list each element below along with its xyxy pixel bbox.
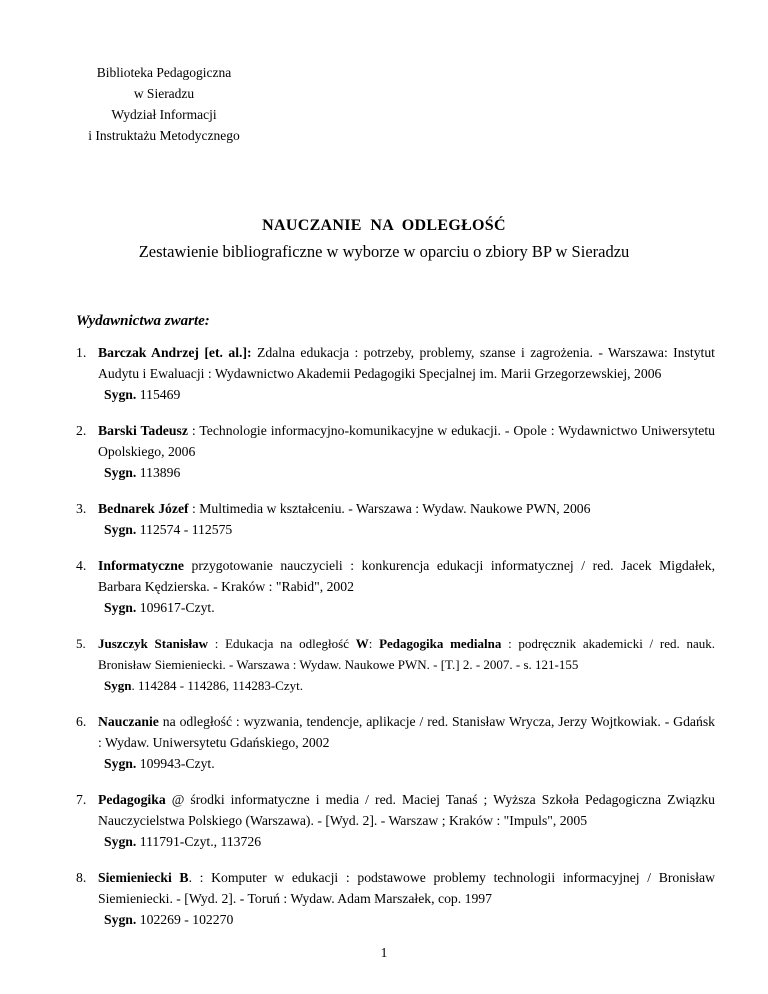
sygn-label: Sygn.: [104, 912, 137, 927]
entry-number: 2.: [76, 423, 87, 438]
list-item: [76, 633, 715, 696]
entry-text: :: [368, 636, 380, 651]
entry-number: 7.: [76, 792, 87, 807]
sygn-label: Sygn: [104, 678, 132, 693]
entry-sygn: 111791-Czyt., 113726: [136, 834, 262, 849]
entry-sygn: . 114284 - 114286, 114283-Czyt.: [131, 678, 303, 693]
entry-text: : Multimedia w kształceniu. - Warszawa : Wydaw. Naukowe PWN, 2006: [188, 501, 591, 516]
entry-author: Juszczyk Stanisław: [98, 636, 209, 651]
title-block: [0, 215, 768, 263]
header-line: w Sieradzu: [133, 86, 195, 101]
sygn-label: Sygn.: [104, 465, 137, 480]
entry-number: 4.: [76, 558, 87, 573]
header-line: i Instruktażu Metodycznego: [88, 128, 240, 143]
entry-text: : Technologie informacyjno-komunikacyjne w edukacji. - Opole : Wydawnictwo Uniwersytetu Opolskiego, 2006: [98, 423, 715, 459]
library-header: [76, 62, 252, 146]
entry-author: Siemieniecki B: [98, 870, 189, 885]
page-number: 1: [380, 945, 388, 960]
entry-number: 8.: [76, 870, 87, 885]
entry-author: Barczak Andrzej [et. al.]:: [98, 345, 252, 360]
entry-sygn: 109943-Czyt.: [136, 756, 215, 771]
sygn-label: Sygn.: [104, 387, 137, 402]
entry-sygn: 109617-Czyt.: [136, 600, 215, 615]
entry-sygn: 102269 - 102270: [136, 912, 234, 927]
entry-text: @ środki informatyczne i media / red. Maciej Tanaś ; Wyższa Szkoła Pedagogiczna Związku Nauczycielstwa Polskiego (Warszawa). - [Wyd. 2]. - Warszaw ; Kraków : "Impuls", 2005: [98, 792, 715, 828]
entry-text: Zdalna edukacja : potrzeby, problemy, szanse i zagrożenia. - Warszawa: Instytut Audytu i Ewaluacji : Wydawnictwo Akademii Pedagogiki Specjalnej im. Marii Grzegorzewskiej, 2006: [98, 345, 715, 381]
header-line: Wydział Informacji: [111, 107, 217, 122]
header-line: Biblioteka Pedagogiczna: [96, 65, 232, 80]
entry-sygn: 115469: [136, 387, 181, 402]
list-item: [76, 711, 715, 774]
entry-in-marker: W: [355, 636, 369, 651]
entry-text: na odległość : wyzwania, tendencje, aplikacje / red. Stanisław Wrycza, Jerzy Wojtkowiak. - Gdańsk : Wydaw. Uniwersytetu Gdańskiego, 2002: [98, 714, 715, 750]
entry-sygn: 112574 - 112575: [136, 522, 233, 537]
entry-author: Nauczanie: [98, 714, 159, 729]
entry-text: . : Komputer w edukacji : podstawowe problemy technologii informacyjnej / Bronisław Siemieniecki. - [Wyd. 2]. - Toruń : Wydaw. Adam Marszałek, cop. 1997: [98, 870, 716, 906]
entry-author: Bednarek Józef: [98, 501, 189, 516]
document-title: NAUCZANIE NA ODLEGŁOŚĆ: [262, 217, 506, 234]
entry-text: : Edukacja na odległość: [208, 636, 356, 651]
sygn-label: Sygn.: [104, 834, 137, 849]
section-heading: Wydawnictwa zwarte:: [76, 313, 210, 329]
entry-text: : podręcznik akademicki / red. nauk. Bronisław Siemieniecki. - Warszawa : Wydaw. Naukowe PWN. - [T.] 2. - 2007. - s. 121-155: [98, 636, 715, 672]
entry-author: Barski Tadeusz: [98, 423, 188, 438]
list-item: [76, 867, 715, 930]
sygn-label: Sygn.: [104, 522, 137, 537]
sygn-label: Sygn.: [104, 756, 137, 771]
entry-sygn: 113896: [136, 465, 181, 480]
entry-number: 1.: [76, 345, 87, 360]
list-item: [76, 420, 715, 483]
list-item: [76, 789, 715, 852]
entry-number: 6.: [76, 714, 87, 729]
entry-parent-title: Pedagogika medialna: [379, 636, 502, 651]
entry-author: Pedagogika: [98, 792, 166, 807]
bibliography-list: [76, 342, 715, 945]
sygn-label: Sygn.: [104, 600, 137, 615]
document-subtitle: Zestawienie bibliograficzne w wyborze w oparciu o zbiory BP w Sieradzu: [138, 242, 630, 261]
entry-number: 3.: [76, 501, 87, 516]
entry-author: Informatyczne: [98, 558, 184, 573]
list-item: [76, 342, 715, 405]
entry-number: 5.: [76, 636, 86, 651]
list-item: [76, 498, 715, 540]
entry-text: przygotowanie nauczycieli : konkurencja edukacji informatycznej / red. Jacek Migdałek, Barbara Kędzierska. - Kraków : "Rabid", 2002: [98, 558, 715, 594]
list-item: [76, 555, 715, 618]
